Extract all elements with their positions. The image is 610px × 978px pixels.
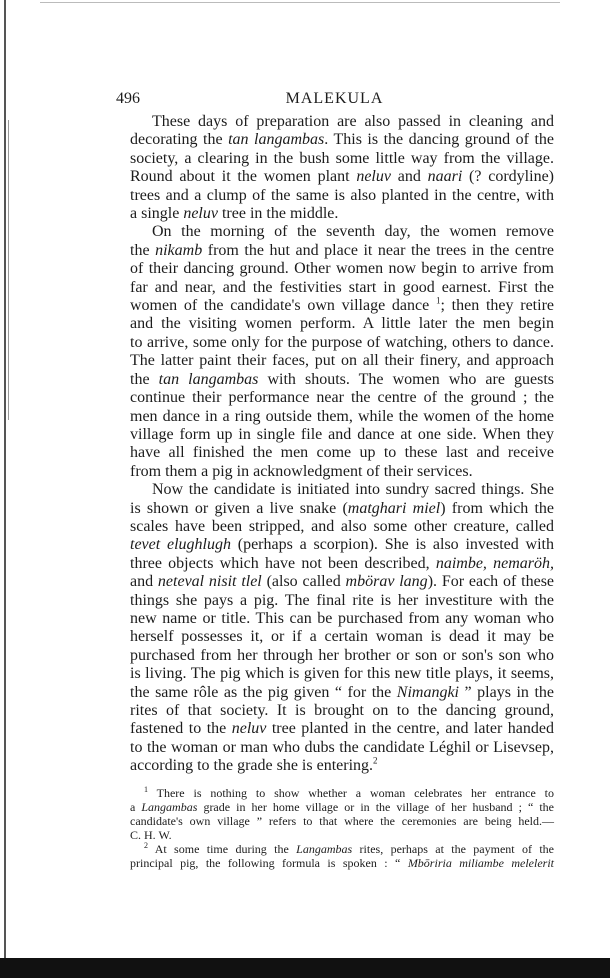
- text-line: [130, 739, 554, 757]
- text-line: [130, 205, 554, 223]
- text-line: [130, 481, 554, 499]
- text-run: ; then they retire: [440, 297, 554, 315]
- italic-term: mbörav lang: [345, 573, 428, 591]
- text-line: [130, 150, 554, 168]
- italic-term: neluv: [183, 205, 218, 223]
- text-run: to arrive, some only for the purpose of watching, others to dance.: [130, 333, 554, 351]
- italic-term: matghari miel: [347, 499, 441, 517]
- text-run: On the morning of the seventh day, the women remove: [152, 223, 554, 241]
- text-line: [130, 426, 554, 444]
- italic-term: tevet elughlugh: [130, 536, 231, 554]
- text-run: from the hut and place it near the trees in the centre: [202, 241, 555, 259]
- text-run: . This is the dancing ground of the: [324, 131, 555, 149]
- text-run: At some time during the: [148, 841, 297, 856]
- scan-left-edge: [4, 0, 6, 978]
- text-line: [130, 389, 554, 407]
- text-run: things she pays a pig. The final rite is her investiture with the: [130, 591, 554, 609]
- text-run: have all finished the men come up to these last and receive: [130, 444, 554, 462]
- text-run: ” plays in the: [459, 683, 554, 701]
- text-run: rites, perhaps at the payment of the: [352, 841, 554, 856]
- text-run: the same rôle as the pig given “ for the: [130, 683, 397, 701]
- footnote-marker: 1: [144, 784, 148, 794]
- text-run: village form up in single file and dance at one side. When they: [130, 425, 554, 443]
- text-run: is shown or given a live snake (: [130, 499, 348, 517]
- italic-term: neluv: [231, 720, 267, 738]
- text-line: [130, 168, 554, 186]
- text-line: [130, 665, 554, 683]
- italic-term: Nimangki: [396, 683, 459, 701]
- text-run: a: [130, 799, 142, 814]
- page-header: [116, 90, 553, 112]
- text-line: [130, 131, 554, 149]
- footnote-marker: 1: [435, 295, 441, 306]
- text-line: [130, 279, 554, 297]
- page-number: 496: [116, 90, 140, 107]
- text-run: tree planted in the centre, and later handed: [266, 720, 555, 738]
- running-head: MALEKULA: [285, 90, 384, 107]
- text-run: the: [130, 370, 159, 388]
- italic-term: tan langambas: [228, 131, 325, 149]
- footnote-line: [130, 800, 554, 814]
- text-line: [130, 371, 554, 389]
- text-line: [130, 223, 554, 241]
- text-run: herself possesses it, or if a certain woman is dead it may be: [130, 628, 554, 646]
- text-run: Round about it the women plant: [130, 168, 357, 186]
- text-run: (? cordyline): [462, 168, 555, 186]
- text-line: [130, 315, 554, 333]
- text-run: three objects which have not been described,: [130, 554, 436, 572]
- text-line: [130, 684, 554, 702]
- text-run: men dance in a ring outside them, while the women of the home: [130, 407, 554, 425]
- scan-left-edge-shadow: [8, 120, 9, 420]
- text-run: The latter paint their faces, put on all their finery, and approach: [130, 352, 554, 370]
- italic-term: Mbōriria miliambe melelerit: [407, 855, 554, 870]
- footnote-line: [130, 814, 554, 828]
- text-line: [130, 444, 554, 462]
- footnote-line: [130, 786, 554, 800]
- text-run: Now the candidate is initiated into sundry sacred things. She: [152, 481, 554, 499]
- text-line: [130, 536, 554, 554]
- text-line: [130, 113, 554, 131]
- text-line: [130, 592, 554, 610]
- text-line: [130, 702, 554, 720]
- text-run: trees and a clump of the same is also planted in the centre, with: [130, 186, 554, 204]
- text-run: from them a pig in acknowledgment of their services.: [130, 462, 473, 480]
- footnote-marker: 2: [144, 840, 148, 850]
- text-line: [130, 187, 554, 205]
- text-run: There is nothing to show whether a woman celebrates her entrance to: [148, 785, 554, 800]
- footnote-line: [130, 842, 554, 856]
- italic-term: nikamb: [155, 241, 203, 259]
- body-text: [130, 113, 554, 776]
- text-run: ). For each of these: [427, 573, 555, 591]
- text-run: (perhaps a scorpion). She is also invested with: [230, 536, 555, 554]
- footnote-line: [130, 856, 554, 870]
- text-column: [130, 113, 554, 870]
- text-line: [130, 757, 554, 775]
- text-run: far and near, and the festivities start in good earnest. First the: [130, 278, 554, 296]
- text-run: tree in the middle.: [217, 205, 339, 223]
- italic-term: neteval nisit tlel: [157, 573, 262, 591]
- italic-term: naimbe, nemaröh,: [435, 554, 554, 572]
- text-run: according to the grade she is entering.: [130, 757, 374, 775]
- text-run: ) from which the: [440, 499, 554, 517]
- text-run: women of the candidate's own village dance: [130, 297, 436, 315]
- text-run: scales have been stripped, and also some other creature, called: [130, 517, 554, 535]
- text-run: society, a clearing in the bush some little way from the village.: [130, 149, 554, 167]
- text-run: the: [130, 241, 156, 259]
- italic-term: Langambas: [296, 841, 353, 856]
- text-line: [130, 260, 554, 278]
- text-line: [130, 573, 554, 591]
- text-run: decorating the: [130, 131, 229, 149]
- text-run: new name or title. This can be purchased from any woman who: [130, 609, 554, 627]
- footnote-marker: 2: [373, 755, 378, 766]
- text-run: and the visiting women perform. A little later the men begin: [130, 315, 554, 333]
- text-run: rites of that society. It is brought on to the dancing ground,: [130, 702, 554, 719]
- italic-term: tan langambas: [158, 370, 259, 388]
- text-line: [130, 334, 554, 352]
- text-run: continue their performance near the centre of the ground ; the: [130, 389, 554, 407]
- text-line: [130, 352, 554, 370]
- text-line: [130, 242, 554, 260]
- text-run: and: [390, 168, 428, 186]
- scan-bottom-edge: [0, 958, 610, 978]
- text-run: These days of preparation are also passed in cleaning and: [152, 113, 554, 130]
- footnotes: [130, 786, 554, 870]
- text-line: [130, 610, 554, 628]
- text-line: [130, 647, 554, 665]
- italic-term: naari: [427, 168, 463, 186]
- italic-term: neluv: [356, 168, 391, 186]
- text-line: [130, 297, 554, 315]
- text-run: fastened to the: [130, 720, 232, 738]
- footnote-line: [130, 828, 554, 842]
- text-line: [130, 628, 554, 646]
- text-line: [130, 408, 554, 426]
- text-run: C. H. W.: [130, 827, 172, 842]
- text-run: to the woman or man who dubs the candidate Léghil or Lisevsep,: [130, 738, 554, 756]
- text-run: (also called: [261, 573, 346, 591]
- text-run: of their dancing ground. Other women now begin to arrive from: [130, 260, 554, 278]
- text-line: [130, 463, 554, 481]
- text-run: and: [130, 573, 158, 591]
- text-line: [130, 518, 554, 536]
- text-line: [130, 500, 554, 518]
- text-line: [130, 555, 554, 573]
- text-run: with shouts. The women who are guests: [258, 370, 555, 388]
- text-line: [130, 720, 554, 738]
- text-run: is living. The pig which is given for this new title plays, it seems,: [130, 665, 554, 683]
- text-run: a single: [130, 205, 184, 223]
- italic-term: Langambas: [141, 799, 198, 814]
- scan-top-edge: [40, 2, 560, 3]
- text-run: purchased from her through her brother or son or son's son who: [130, 646, 554, 664]
- text-run: candidate's own village ” refers to that where the ceremonies are being held.—: [130, 813, 554, 828]
- text-run: grade in her home village or in the village of her husband ; “ the: [197, 799, 554, 814]
- text-run: principal pig, the following formula is spoken : “: [130, 855, 408, 870]
